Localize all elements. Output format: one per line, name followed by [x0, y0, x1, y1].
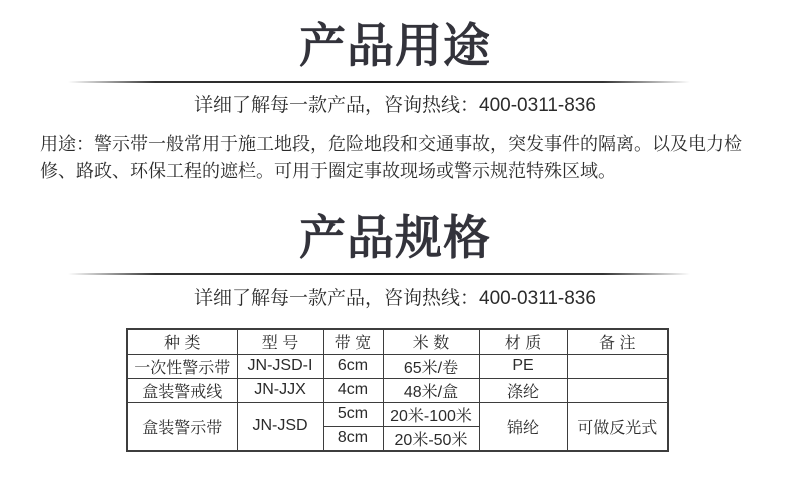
cell-note: 可做反光式 [567, 402, 668, 451]
header-model: 型 号 [237, 329, 323, 354]
cell-model: JN-JSD [237, 402, 323, 451]
cell-note [567, 354, 668, 378]
header-material: 材 质 [479, 329, 567, 354]
cell-band-width: 6cm [323, 354, 383, 378]
usage-section-divider [68, 81, 690, 83]
header-band-width: 带 宽 [323, 329, 383, 354]
header-kind: 种 类 [127, 329, 237, 354]
cell-material: PE [479, 354, 567, 378]
spec-table-header-row [127, 329, 668, 354]
cell-note [567, 378, 668, 402]
table-row [127, 354, 668, 378]
table-row [127, 402, 668, 426]
usage-section-title: 产品用途 [299, 19, 491, 72]
header-meters: 米 数 [383, 329, 479, 354]
usage-paragraph-line-1: 用途：警示带一般常用于施工地段，危险地段和交通事故，突发事件的隔离。以及电力检 [40, 134, 742, 154]
specs-section-title: 产品规格 [299, 211, 491, 264]
cell-meters: 20米-100米 [383, 402, 479, 426]
cell-material: 涤纶 [479, 378, 567, 402]
specs-section-divider [68, 273, 690, 275]
cell-material: 锦纶 [479, 402, 567, 451]
usage-paragraph-line-2: 修、路政、环保工程的遮栏。可用于圈定事故现场或警示规范特殊区域。 [40, 161, 616, 181]
cell-meters: 65米/卷 [383, 354, 479, 378]
cell-band-width: 5cm [323, 402, 383, 426]
usage-hotline-subtitle: 详细了解每一款产品，咨询热线：400-0311-836 [194, 95, 596, 116]
cell-kind: 盒装警戒线 [127, 378, 237, 402]
cell-model: JN-JJX [237, 378, 323, 402]
cell-kind: 一次性警示带 [127, 354, 237, 378]
cell-model: JN-JSD-I [237, 354, 323, 378]
cell-band-width: 4cm [323, 378, 383, 402]
usage-paragraph [40, 131, 760, 185]
spec-table-container [126, 328, 669, 452]
cell-kind: 盒装警示带 [127, 402, 237, 451]
spec-table [126, 328, 669, 452]
cell-meters: 48米/盒 [383, 378, 479, 402]
table-row [127, 378, 668, 402]
specs-hotline-subtitle: 详细了解每一款产品，咨询热线：400-0311-836 [194, 288, 596, 309]
cell-meters: 20米-50米 [383, 426, 479, 451]
cell-band-width: 8cm [323, 426, 383, 451]
header-note: 备 注 [567, 329, 668, 354]
